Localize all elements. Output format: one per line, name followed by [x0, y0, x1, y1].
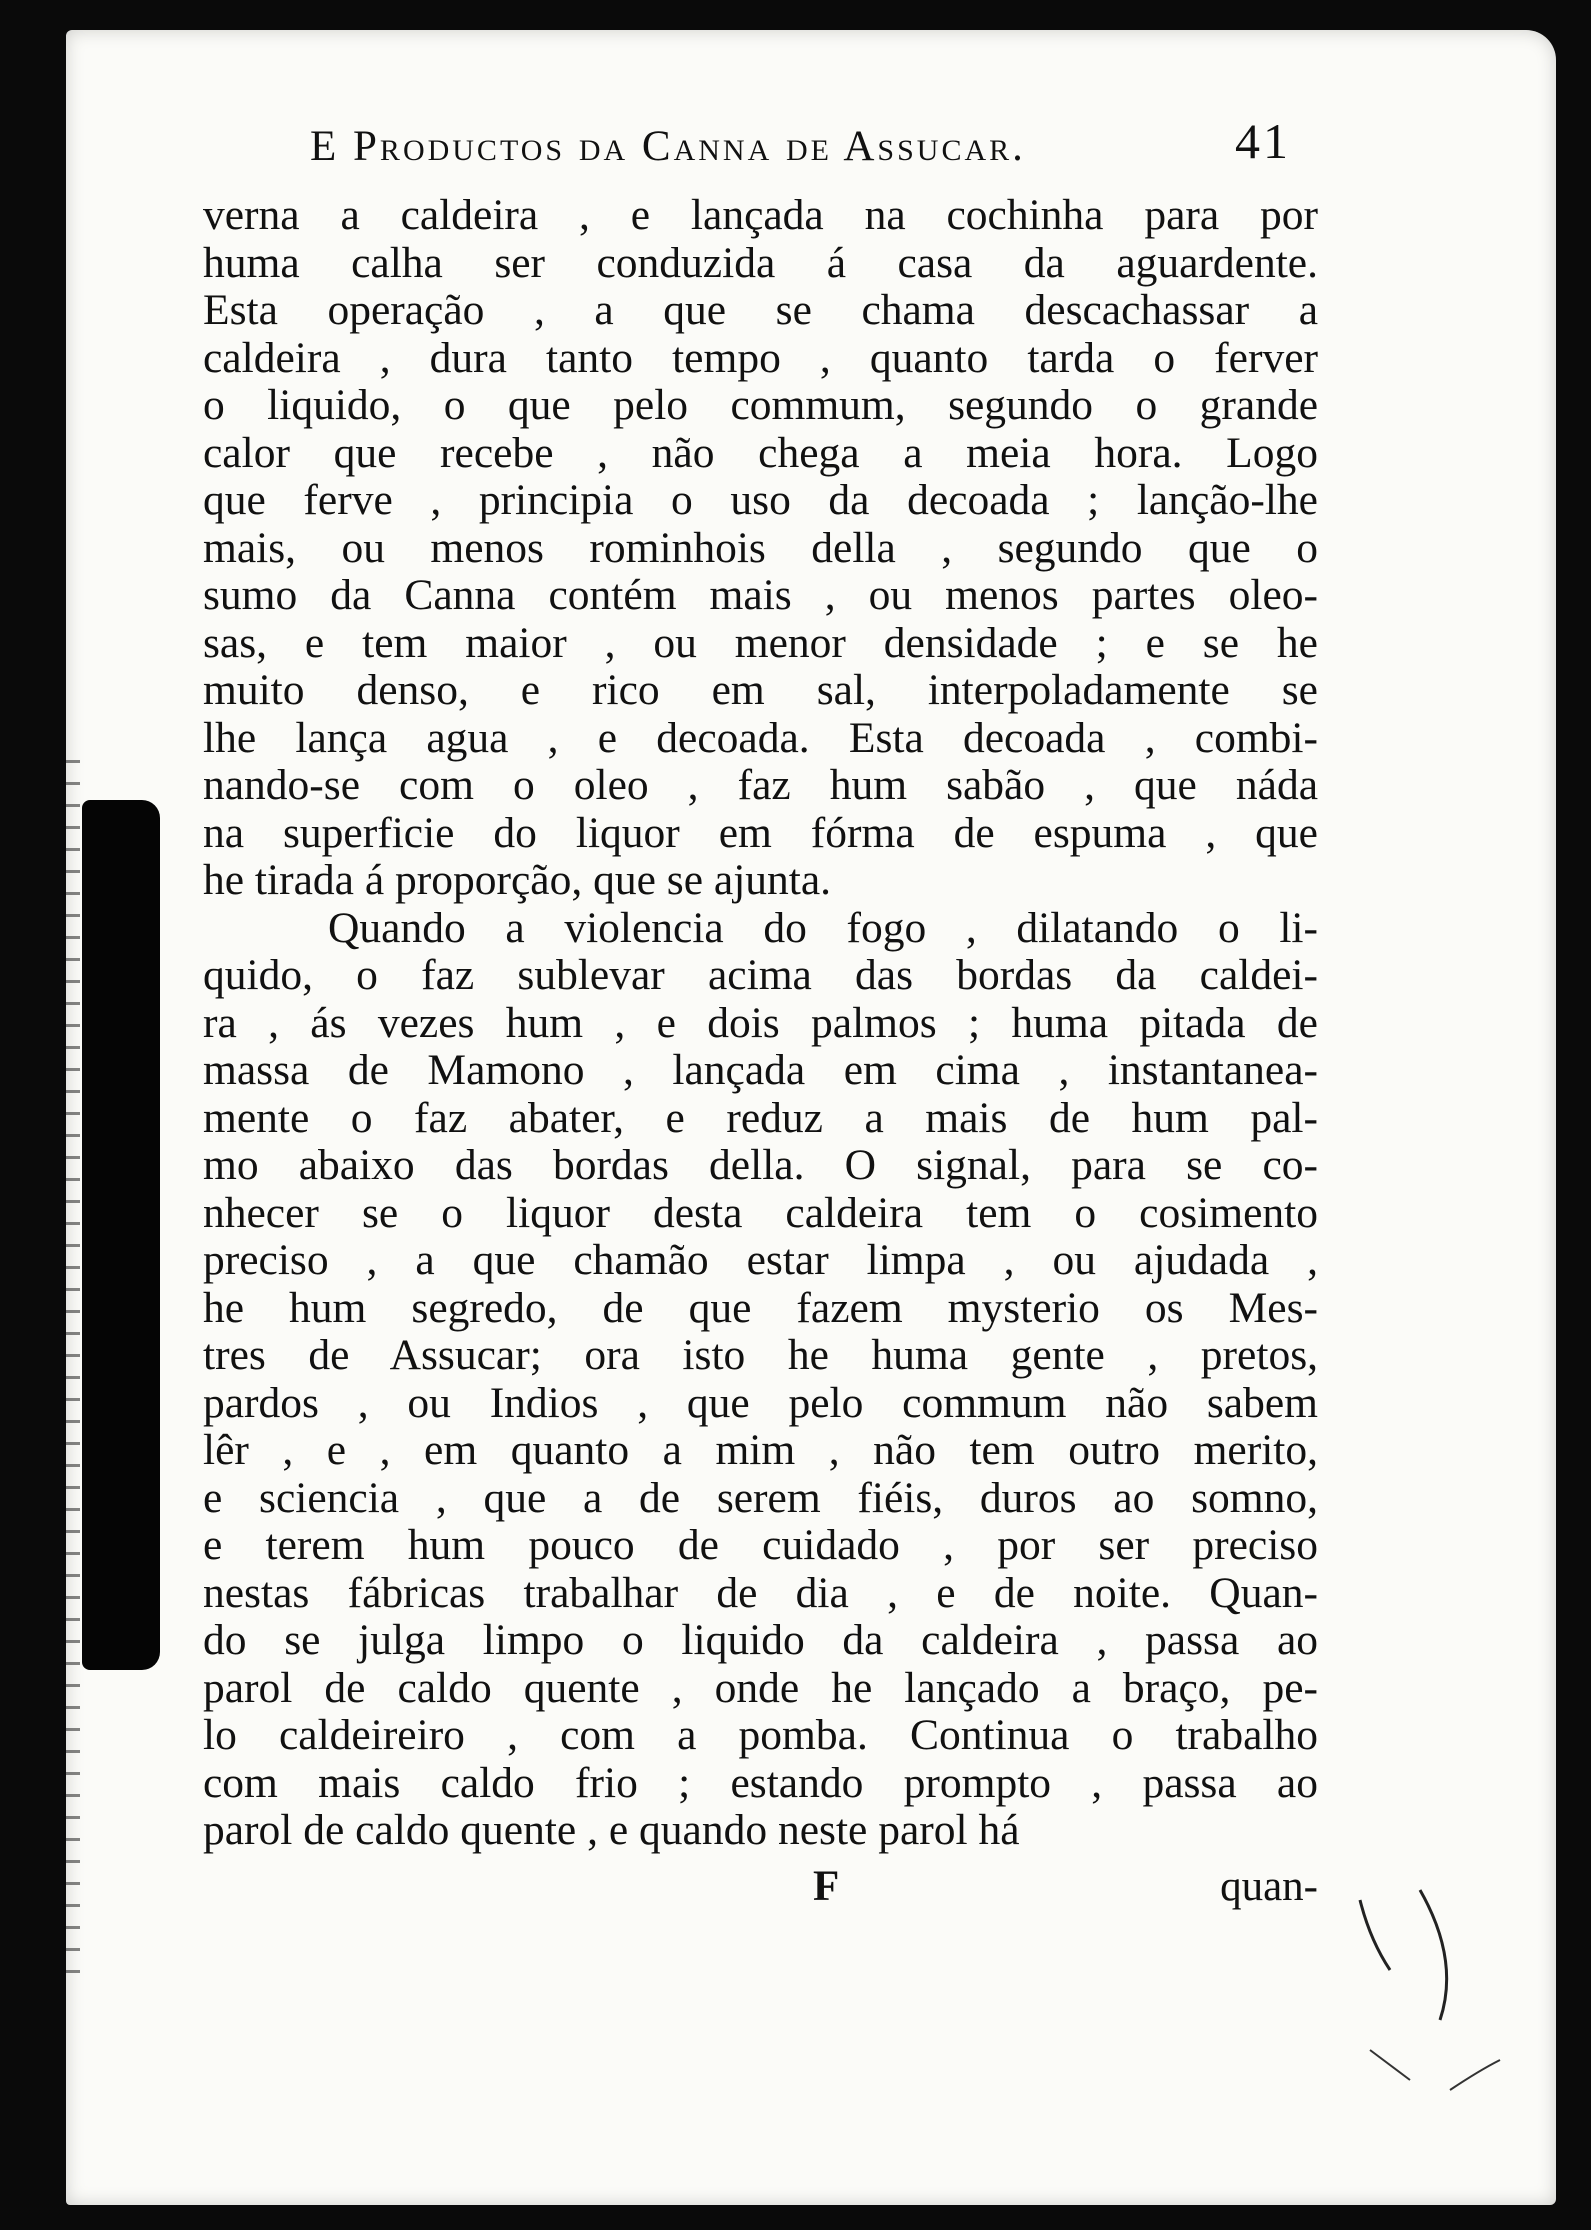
header-title: E Productos da Canna de Assucar. — [310, 123, 1026, 170]
text-line: mo abaixo das bordas della. O signal, para se co- — [203, 1141, 1318, 1189]
text-line: nestas fábricas trabalhar de dia , e de noite. Quan- — [203, 1568, 1318, 1617]
text-line: massa de Mamono , lançada em cima , instantanea- — [203, 1046, 1318, 1094]
text-line: lhe lança agua , e decoada. Esta decoada , combi- — [203, 713, 1318, 762]
text-line: caldeira , dura tanto tempo , quanto tarda o ferver — [203, 333, 1318, 382]
text-line: ra , ás vezes hum , e dois palmos ; huma pitada de — [203, 998, 1318, 1047]
text-line: mente o faz abater, e reduz a mais de hum pal- — [203, 1093, 1318, 1142]
text-line: huma calha ser conduzida á casa da aguardente. — [203, 238, 1318, 287]
text-line: parol de caldo quente , onde he lançado a braço, pe- — [203, 1663, 1318, 1712]
page-edge-specks — [66, 760, 80, 1980]
signature-mark: F — [813, 1863, 840, 1910]
text-line: que ferve , principia o uso da decoada ; lanção-lhe — [203, 476, 1318, 524]
text-line: lêr , e , em quanto a mim , não tem outro merito, — [203, 1426, 1318, 1474]
text-line: sumo da Canna contém mais , ou menos partes oleo- — [203, 571, 1318, 619]
text-line: Esta operação , a que se chama descachassar a — [203, 286, 1318, 334]
text-line: nhecer se o liquor desta caldeira tem o cosimento — [203, 1188, 1318, 1237]
text-line: parol de caldo quente , e quando neste parol há — [203, 1806, 1020, 1854]
text-line: nando-se com o oleo , faz hum sabão , que náda — [203, 761, 1318, 809]
text-line: preciso , a que chamão estar limpa , ou ajudada , — [203, 1236, 1318, 1284]
running-header — [200, 100, 1330, 170]
text-line: he hum segredo, de que fazem mysterio os Mes- — [203, 1283, 1318, 1332]
page-footer — [203, 1862, 1318, 1912]
text-line: calor que recebe , não chega a meia hora. Logo — [203, 428, 1318, 477]
binding-shadow — [82, 800, 160, 1670]
text-line: muito denso, e rico em sal, interpoladamente se — [203, 666, 1318, 714]
text-line: lo caldeireiro , com a pomba. Continua o trabalho — [203, 1711, 1318, 1759]
text-line: tres de Assucar; ora isto he huma gente , pretos, — [203, 1331, 1318, 1379]
page-number: 41 — [1235, 113, 1291, 169]
text-line: do se julga limpo o liquido da caldeira , passa ao — [203, 1616, 1318, 1664]
text-line: com mais caldo frio ; estando prompto , passa ao — [203, 1758, 1318, 1807]
text-line: verna a caldeira , e lançada na cochinha para por — [203, 191, 1318, 239]
text-line: o liquido, o que pelo commum, segundo o grande — [203, 381, 1318, 429]
text-line: e terem hum pouco de cuidado , por ser preciso — [203, 1521, 1318, 1569]
text-line: Quando a violencia do fogo , dilatando o li- — [328, 903, 1318, 952]
text-line: e sciencia , que a de serem fiéis, duros ao somno, — [203, 1473, 1318, 1522]
margin-scribble — [1350, 1880, 1530, 2140]
text-line: sas, e tem maior , ou menor densidade ; e se he — [203, 618, 1318, 667]
body-text — [203, 192, 1318, 1855]
text-line: mais, ou menos rominhois della , segundo que o — [203, 523, 1318, 572]
text-line: quido, o faz sublevar acima das bordas da caldei- — [203, 951, 1318, 999]
text-line: he tirada á proporção, que se ajunta. — [203, 856, 832, 904]
text-line: pardos , ou Indios , que pelo commum não sabem — [203, 1378, 1318, 1427]
catchword: quan- — [1220, 1863, 1318, 1910]
text-line: na superficie do liquor em fórma de espuma , que — [203, 808, 1318, 857]
